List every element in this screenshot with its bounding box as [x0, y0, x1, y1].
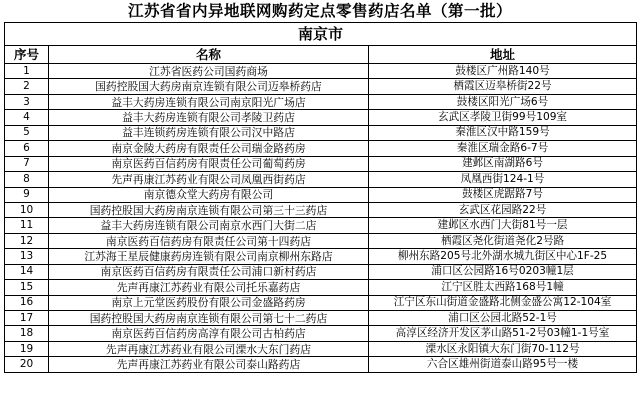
store-address: 溧水区永阳镇大东门街70-112号: [369, 341, 637, 356]
row-index: 2: [5, 79, 49, 94]
table-row: [5, 326, 637, 341]
table-row: [5, 94, 637, 109]
store-address: 玄武区孝陵卫街99号109室: [369, 110, 637, 125]
row-index: 19: [5, 341, 49, 356]
table-row: [5, 202, 637, 217]
row-index: 15: [5, 280, 49, 295]
store-address: 栖霞区尧化街道尧化2号路: [369, 233, 637, 248]
store-address: 凤凰西街124-1号: [369, 172, 637, 187]
store-address: 栖霞区迈皋桥街22号: [369, 79, 637, 94]
store-name: 先声再康江苏药业有限公司托乐嘉药店: [49, 280, 369, 295]
row-index: 14: [5, 264, 49, 279]
store-address: 鼓楼区阳光广场6号: [369, 94, 637, 109]
store-name: 南京医药百信药房有限责任公司葡萄药房: [49, 156, 369, 171]
table-row: [5, 295, 637, 310]
row-index: 6: [5, 141, 49, 156]
row-index: 20: [5, 357, 49, 372]
table-row: [5, 311, 637, 326]
table-row: [5, 357, 637, 372]
row-index: 1: [5, 64, 49, 79]
table-row: [5, 280, 637, 295]
store-name: 益丰大药房连锁有限公司孝陵卫药店: [49, 110, 369, 125]
row-index: 9: [5, 187, 49, 202]
store-name: 南京医药百信药房高淳有限公司古柏药店: [49, 326, 369, 341]
store-name: 南京医药百信药房有限责任公司第十四药店: [49, 233, 369, 248]
store-name: 先声再康江苏药业有限公司泰山路药店: [49, 357, 369, 372]
store-name: 益丰连锁药房连锁有限公司汉中路店: [49, 125, 369, 140]
store-name: 江苏海王星辰健康药房连锁有限公司南京柳州东路店: [49, 249, 369, 264]
store-address: 浦口区公园路16号0203幢1层: [369, 264, 637, 279]
store-name: 国药控股国大药房南京连锁有限公司迈皋桥药店: [49, 79, 369, 94]
row-index: 5: [5, 125, 49, 140]
table-row: [5, 125, 637, 140]
row-index: 4: [5, 110, 49, 125]
store-address: 江宁区胜太西路168号1幢: [369, 280, 637, 295]
table-row: [5, 141, 637, 156]
store-address: 六合区雄州街道泰山路95号一楼: [369, 357, 637, 372]
table-row: [5, 233, 637, 248]
store-name: 江苏省医药公司国药商场: [49, 64, 369, 79]
city-name: 南京市: [5, 23, 637, 46]
header-address: 地址: [369, 46, 637, 64]
row-index: 13: [5, 249, 49, 264]
row-index: 18: [5, 326, 49, 341]
store-name: 先声再康江苏药业有限公司溧水大东门药店: [49, 341, 369, 356]
table-row: [5, 110, 637, 125]
store-address: 建邺区水西门大街81号一层: [369, 218, 637, 233]
store-address: 鼓楼区广州路140号: [369, 64, 637, 79]
store-name: 南京上元堂医药股份有限公司金盛路药房: [49, 295, 369, 310]
store-address: 浦口区公园北路52-1号: [369, 311, 637, 326]
table-row: [5, 172, 637, 187]
header-index: 序号: [5, 46, 49, 64]
store-address: 建邺区南湖路6号: [369, 156, 637, 171]
row-index: 12: [5, 233, 49, 248]
row-index: 7: [5, 156, 49, 171]
store-name: 国药控股国大药房南京连锁有限公司第三十三药店: [49, 202, 369, 217]
city-row: [5, 23, 637, 46]
pharmacy-table: [4, 22, 637, 373]
row-index: 3: [5, 94, 49, 109]
table-row: [5, 264, 637, 279]
row-index: 17: [5, 311, 49, 326]
store-address: 秦淮区汉中路159号: [369, 125, 637, 140]
table-row: [5, 64, 637, 79]
table-row: [5, 341, 637, 356]
table-row: [5, 249, 637, 264]
store-address: 玄武区花园路22号: [369, 202, 637, 217]
store-name: 国药控股国大药房南京连锁有限公司第七十二药店: [49, 311, 369, 326]
row-index: 8: [5, 172, 49, 187]
store-name: 先声再康江苏药业有限公司凤凰西街药店: [49, 172, 369, 187]
store-address: 江宁区东山街道金盛路北侧金盛公寓12-104室: [369, 295, 637, 310]
table-row: [5, 79, 637, 94]
store-address: 高淳区经济开发区茅山路51-2号03幢1-1号室: [369, 326, 637, 341]
header-name: 名称: [49, 46, 369, 64]
row-index: 16: [5, 295, 49, 310]
table-row: [5, 218, 637, 233]
table-row: [5, 156, 637, 171]
header-row: [5, 46, 637, 64]
store-name: 南京金陵大药房有限责任公司瑞金路药房: [49, 141, 369, 156]
row-index: 10: [5, 202, 49, 217]
store-address: 柳州东路205号北外湖水城九街区中心1F-25: [369, 249, 637, 264]
store-address: 鼓楼区虎踞路7号: [369, 187, 637, 202]
table-row: [5, 187, 637, 202]
store-name: 南京德众堂大药房有限公司: [49, 187, 369, 202]
document-title: 江苏省省内异地联网购药定点零售药店名单（第一批）: [127, 2, 512, 20]
store-address: 秦淮区瑞金路6-7号: [369, 141, 637, 156]
store-name: 南京医药百信药房有限责任公司浦口新村药店: [49, 264, 369, 279]
store-name: 益丰大药房连锁有限公司南京水西门大街二店: [49, 218, 369, 233]
store-name: 益丰大药房连锁有限公司南京阳光广场店: [49, 94, 369, 109]
row-index: 11: [5, 218, 49, 233]
